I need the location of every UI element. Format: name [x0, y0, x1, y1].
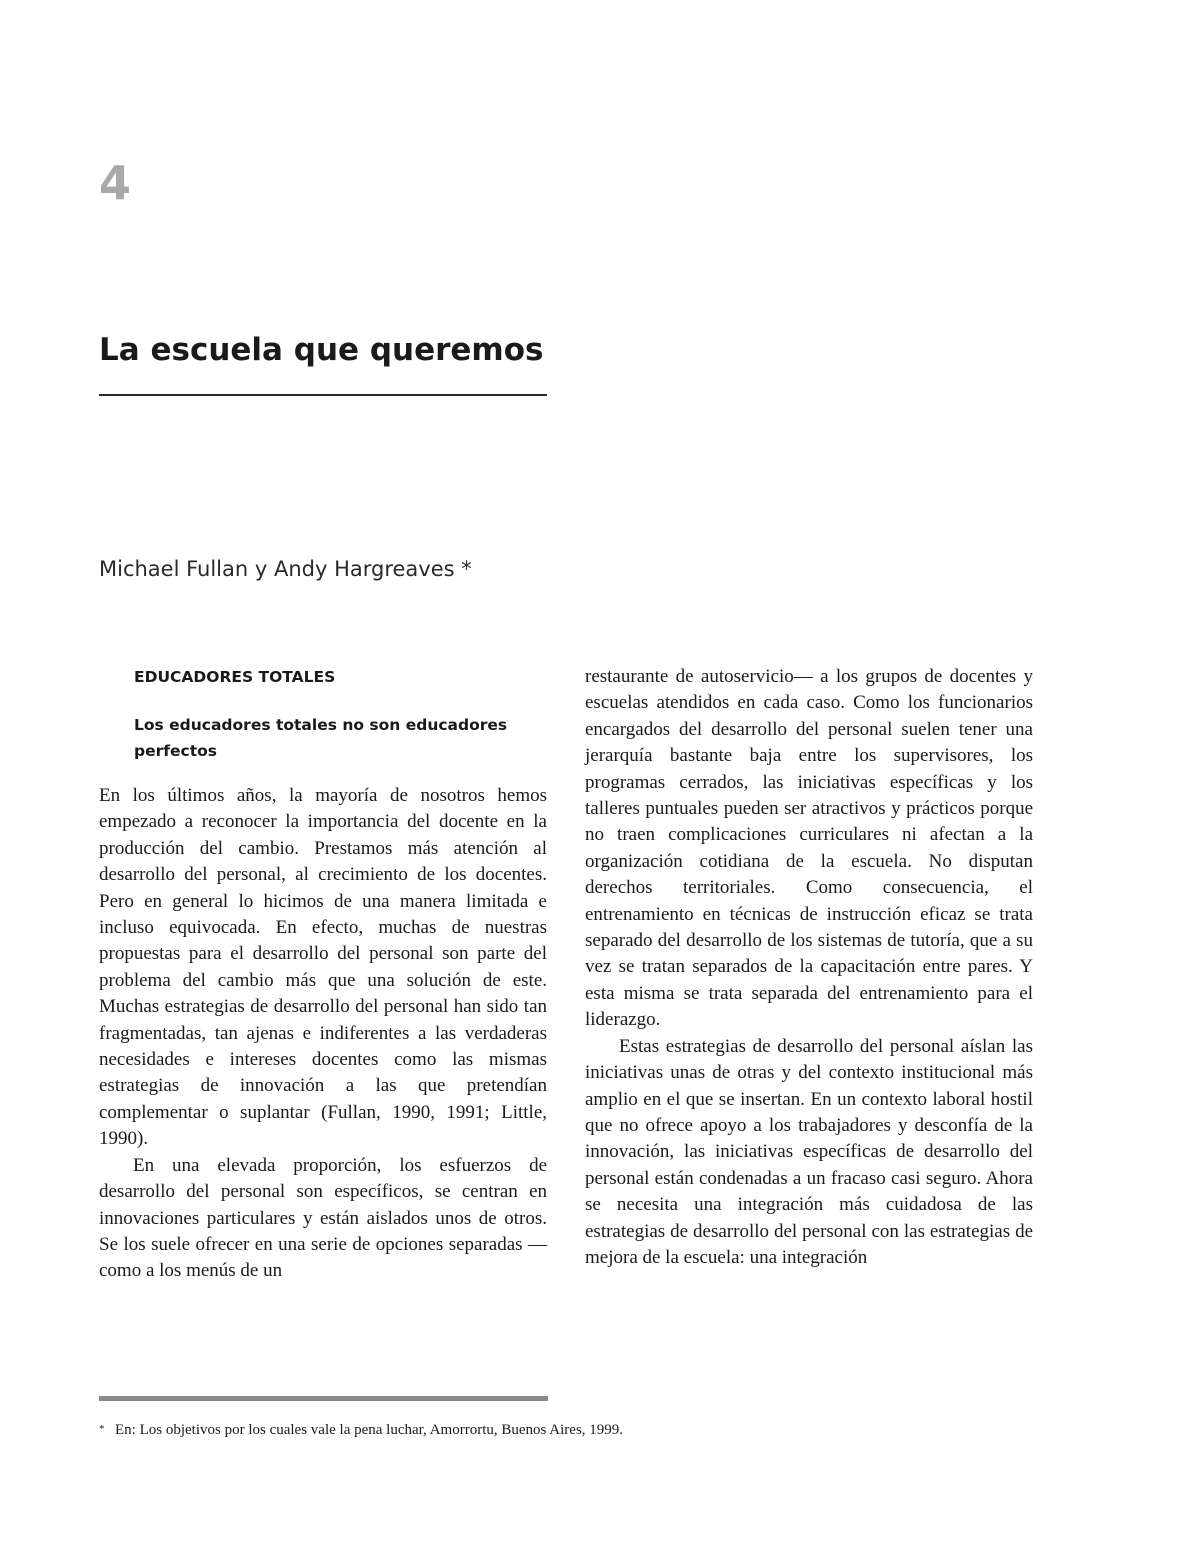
text-column-left	[99, 664, 547, 1285]
footnote-marker: *	[99, 1423, 105, 1435]
footnote	[99, 1418, 623, 1441]
chapter-title: La escuela que queremos	[99, 332, 544, 368]
section-subheading: Los educadores totales no son educadores perfectos	[134, 716, 508, 760]
chapter-number: 4	[99, 156, 132, 210]
footnote-divider	[99, 1396, 548, 1401]
chapter-authors: Michael Fullan y Andy Hargreaves *	[99, 557, 472, 581]
body-paragraph: En los últimos años, la mayoría de nosotros hemos empezado a reconocer la importancia del docente en la producción del cambio. Prestamos más atención al desarrollo del personal, al crecimiento de los docentes. Pero en general lo hicimos de una manera limitada e incluso equivocada. En efecto, muchas de nuestras propuestas para el desarrollo del personal son parte del problema del cambio más que una solución de este. Muchas estrategias de desarrollo del personal han sido tan fragmentadas, tan ajenas e indiferentes a las verdaderas necesidades e intereses docentes como las mismas estrategias de innovación a las que pretendían complementar o suplantar (Fullan, 1990, 1991; Little, 1990).	[99, 785, 547, 1150]
text-column-right	[585, 664, 1033, 1271]
footnote-text: En: Los objetivos por los cuales vale la pena luchar, Amorrortu, Buenos Aires, 1999.	[115, 1422, 624, 1438]
body-paragraph: restaurante de autoservicio— a los grupos de docentes y escuelas atendidos en cada caso. Como los funcionarios encargados del desarrollo del personal suelen tener una jerarquía bastante baja entre los supervisores, los programas cerrados, las iniciativas específicas y los talleres puntuales pueden ser atractivos y prácticos porque no traen complicaciones curriculares ni afectan a la organización cotidiana de la escuela. No disputan derechos territoriales. Como consecuencia, el entrenamiento en técnicas de instrucción eficaz se trata separado del desarrollo de los sistemas de tutoría, que a su vez se tratan separados de la capacitación entre pares. Y esta misma se trata separada del entrenamiento para el liderazgo.	[585, 666, 1033, 1031]
title-divider	[99, 394, 547, 396]
section-heading: EDUCADORES TOTALES	[134, 668, 336, 686]
body-paragraph: En una elevada proporción, los esfuerzos de desarrollo del personal son específicos, se centran en innovaciones particulares y están aislados unos de otros. Se los suele ofrecer en una serie de opciones separadas —como a los menús de un	[99, 1154, 547, 1282]
body-paragraph: Estas estrategias de desarrollo del personal aíslan las iniciativas unas de otras y del contexto institucional más amplio en el que se insertan. En un contexto laboral hostil que no ofrece apoyo a los trabajadores y desconfía de la innovación, las iniciativas específicas de desarrollo del personal están condenadas a un fracaso casi seguro. Ahora se necesita una integración más cuidadosa de las estrategias de desarrollo del personal con las estrategias de mejora de la escuela: una integración	[585, 1035, 1033, 1268]
